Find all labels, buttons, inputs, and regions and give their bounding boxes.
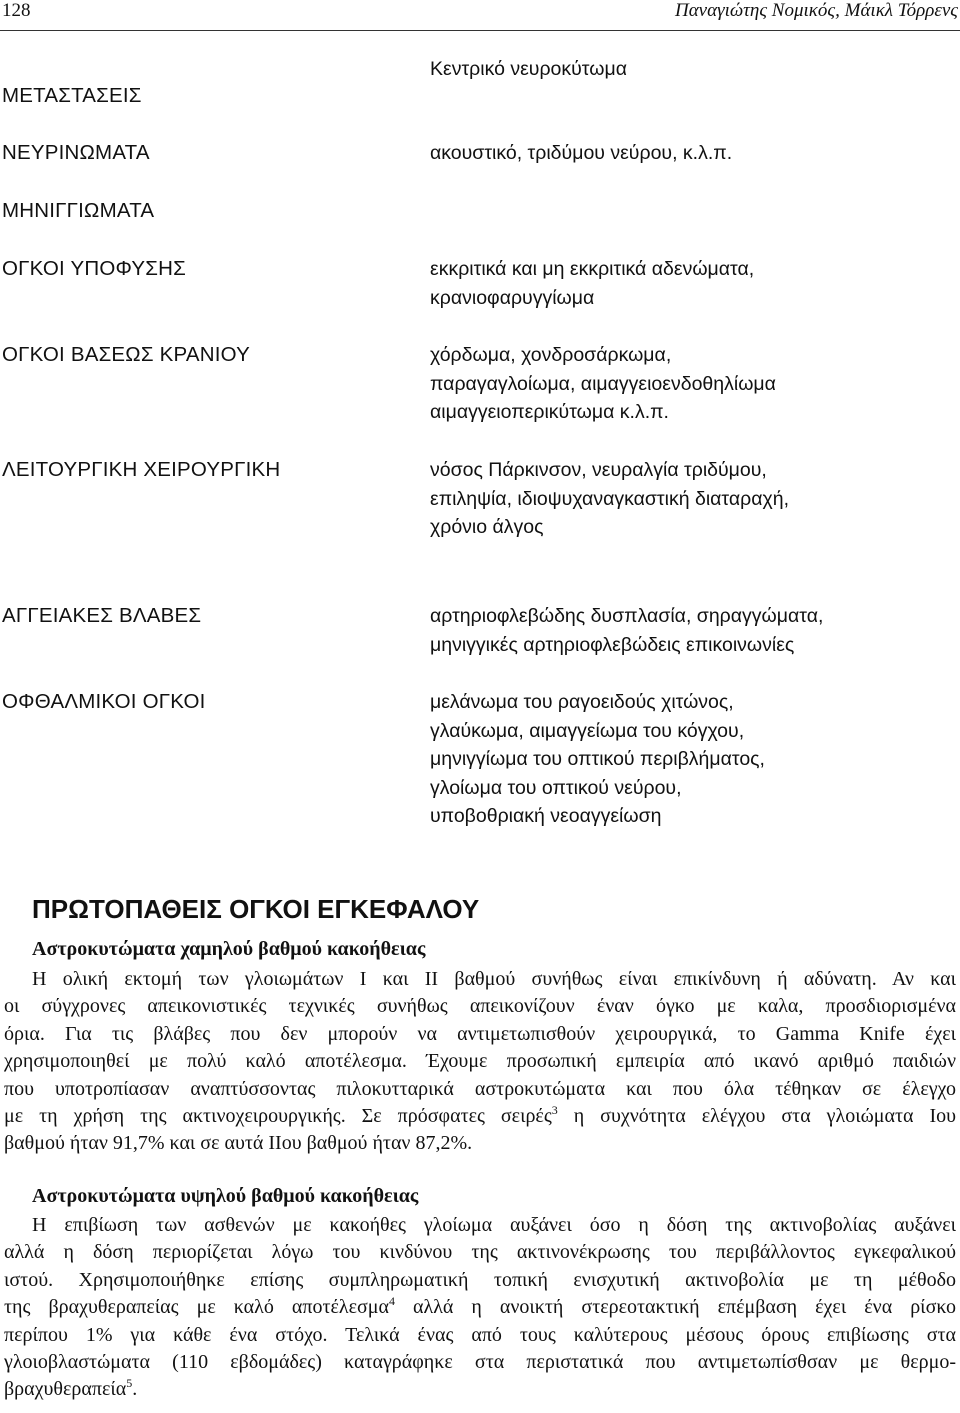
entry-term: ΟΓΚΟΙ ΒΑΣΕΩΣ ΚΡΑΝΙΟΥ — [2, 343, 250, 366]
line-text: . — [132, 1378, 138, 1401]
description-line: μηνιγγικές αρτηριοφλεβώδεις επικοινωνίες — [430, 633, 795, 656]
body-paragraph — [4, 966, 956, 1158]
paragraph-line: γλοιοβλαστώματα (110 εβδομάδες) καταγράφηκε στα περιστατικά που αντιμετωπίσθσαν με θερμο- — [4, 1351, 956, 1374]
description-line: υποβοθριακή νεοαγγείωση — [430, 805, 662, 827]
description-line: χρόνιο άλγος — [430, 516, 544, 538]
description-line: αρτηριοφλεβώδης δυσπλασία, σηραγγώματα, — [430, 605, 824, 627]
entry-term: ΜΕΤΑΣΤΑΣΕΙΣ — [2, 84, 142, 107]
paragraph-line — [4, 1376, 956, 1403]
paragraph-line: Η επιβίωση των ασθενών με κακοήθες γλοίωμα αυξάνει όσο η δόση της ακτινοβολίας αυξάνει — [32, 1214, 956, 1236]
page-number: 128 — [2, 0, 31, 21]
description-line: χόρδωμα, χονδροσάρκωμα, — [430, 344, 672, 366]
entry-description — [430, 139, 732, 168]
running-head: Παναγιώτης Νομικός, Μάικλ Τόρρενς — [674, 0, 958, 21]
line-text: με τη χρήση της ακτινοχειρουργικής. Σε πρόσφατες σειρές — [4, 1105, 552, 1128]
line-text: βραχυθεραπεία — [4, 1378, 127, 1401]
entry-term: ΜΗΝΙΓΓΙΩΜΑΤΑ — [2, 199, 155, 222]
paragraph-line: Η ολική εκτομή των γλοιωμάτων Ι και ΙΙ βαθμού συνήθως είναι επικίνδυνη ή αδύνατη. Αν και — [32, 968, 956, 990]
description-line: γλαύκωμα, αιμαγγείωμα του κόγχου, — [430, 719, 745, 742]
paragraph-line: περίπου 1% για κάθε ένα στόχο. Τελικά ένας από τους καλύτερους μέσους όρους επιβίωσης στα — [4, 1323, 956, 1346]
entry-term: ΟΓΚΟΙ ΥΠΟΦΥΣΗΣ — [2, 257, 186, 280]
section-title: ΠΡΩΤΟΠΑΘΕΙΣ ΟΓΚΟΙ ΕΓΚΕΦΑΛΟΥ — [32, 894, 480, 924]
entry-description — [430, 688, 765, 831]
paragraph-line: βαθμού ήταν 91,7% και σε αυτά ΙΙου βαθμού ήταν 87,2%. — [4, 1132, 473, 1155]
line-text: η συχνότητα ελέγχου στα γλοιώματα Ιου — [557, 1105, 957, 1128]
paragraph-line: οι σύγχρονες απεικονιστικές τεχνικές συνήθως απεικονίζουν έναν όγκο με καλα, προσδιορισμένα — [4, 995, 956, 1018]
paragraph-line: ιστού. Χρησιμοποιήθηκε επίσης συμπληρωματική τοπική ενισχυτική ακτινοβολία με τη μέθοδο — [4, 1268, 956, 1291]
entry-description — [430, 55, 627, 84]
line-text: αλλά η ανοικτή στερεοτακτική επέμβαση έχει ένα ρίσκο — [394, 1296, 956, 1319]
paragraph-line: χρησιμοποιηθεί με πολύ καλό αποτέλεσμα. Έχουμε προσωπική εμπειρία από ικανό αριθμό παιδιών — [4, 1050, 956, 1073]
description-line: κρανιοφαρυγγίωμα — [430, 286, 595, 309]
reference-superscript: 4 — [388, 1294, 395, 1309]
description-line: επιληψία, ιδιοψυχαναγκαστική διαταραχή, — [430, 487, 789, 510]
reference-superscript: 3 — [551, 1103, 558, 1118]
entry-description — [430, 456, 789, 542]
entry-description — [430, 255, 754, 312]
entry-term: ΝΕΥΡΙΝΩΜΑΤΑ — [2, 141, 150, 164]
body-paragraph — [4, 1212, 956, 1404]
entry-description — [430, 341, 776, 427]
paragraph-line: που υποτροπίασαν αναπτύσσοντας πιλοκυτταρικά αστροκυτώματα και που όλα τέθηκαν σε έλεγχο — [4, 1077, 956, 1100]
paragraph-line: αλλά η δόση περιορίζεται λόγω του κινδύνου της ακτινονέκρωσης του περιβάλλοντος εγκεφαλικού — [4, 1241, 956, 1264]
description-line: αιμαγγειοπερικύτωμα κ.λ.π. — [430, 401, 669, 423]
description-line: γλοίωμα του οπτικού νεύρου, — [430, 776, 682, 799]
description-line: Κεντρικό νευροκύτωμα — [430, 58, 627, 80]
description-line: νόσος Πάρκινσον, νευραλγία τριδύμου, — [430, 459, 767, 481]
paragraph-line — [4, 1294, 956, 1321]
entry-description — [430, 602, 823, 659]
entry-term: ΛΕΙΤΟΥΡΓΙΚΗ ΧΕΙΡΟΥΡΓΙΚΗ — [2, 458, 281, 481]
line-text: της βραχυθεραπείας με καλό αποτέλεσμα — [4, 1296, 389, 1319]
entry-term: ΟΦΘΑΛΜΙΚΟΙ ΟΓΚΟΙ — [2, 690, 206, 713]
paragraph-line — [4, 1103, 956, 1130]
description-line: μηνιγγίωμα του οπτικού περιβλήματος, — [430, 748, 765, 770]
subsection-heading: Αστροκυτώματα υψηλού βαθμού κακοήθειας — [32, 1185, 419, 1207]
description-line: παραγαγλοίωμα, αιμαγγειοενδοθηλίωμα — [430, 372, 776, 395]
description-line: μελάνωμα του ραγοειδούς χιτώνος, — [430, 691, 734, 713]
reference-superscript: 5 — [126, 1376, 133, 1391]
description-line: εκκριτικά και μη εκκριτικά αδενώματα, — [430, 258, 755, 280]
subsection-heading: Αστροκυτώματα χαμηλού βαθμού κακοήθειας — [32, 938, 426, 960]
entry-term: ΑΓΓΕΙΑΚΕΣ ΒΛΑΒΕΣ — [2, 604, 202, 627]
description-line: ακουστικό, τριδύμου νεύρου, κ.λ.π. — [430, 142, 733, 164]
header-rule — [0, 30, 960, 31]
paragraph-line: όρια. Για τις βλάβες που δεν μπορούν να αντιμετωπισθούν χειρουργικά, το Gamma Knife έχει — [4, 1022, 956, 1045]
